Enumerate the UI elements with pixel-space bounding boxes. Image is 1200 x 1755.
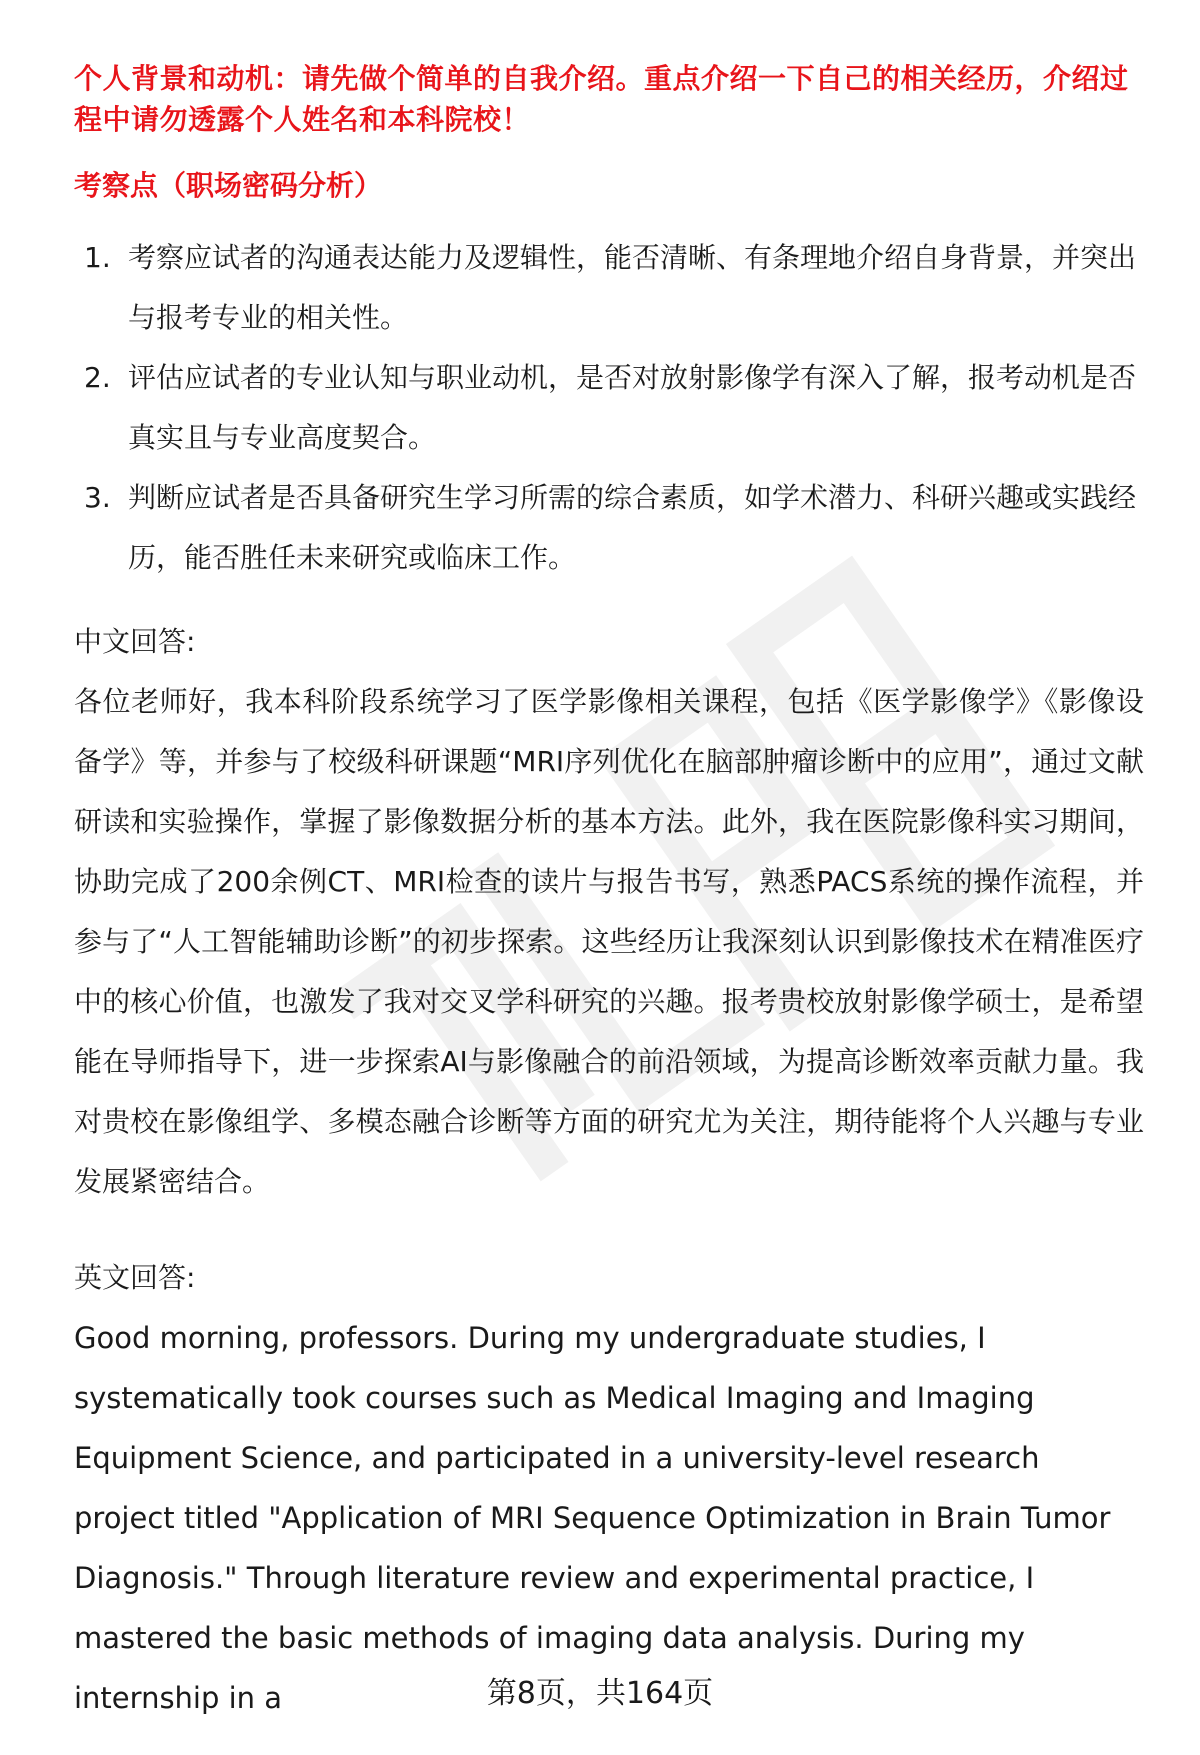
point-number: 1. bbox=[84, 241, 111, 274]
assessment-point bbox=[74, 228, 1144, 348]
chinese-answer-text: 各位老师好，我本科阶段系统学习了医学影像相关课程，包括《医学影像学》《影像设备学》等，并参与了校级科研课题“MRI序列优化在脑部肿瘤诊断中的应用”，通过文献研读和实验操作，掌握了影像数据分析的基本方法。此外，我在医院影像科实习期间，协助完成了200余例CT、MRI检查的读片与报告书写，熟悉PACS系统的操作流程，并参与了“人工智能辅助诊断”的初步探索。这些经历让我深刻认识到影像技术在精准医疗中的核心价值，也激发了我对交叉学科研究的兴趣。报考贵校放射影像学硕士，是希望能在导师指导下，进一步探索AI与影像融合的前沿领域，为提高诊断效率贡献力量。我对贵校在影像组学、多模态融合诊断等方面的研究尤为关注，期待能将个人兴趣与专业发展紧密结合。 bbox=[74, 685, 1144, 1198]
assessment-point bbox=[74, 468, 1144, 588]
point-text: 评估应试者的专业认知与职业动机，是否对放射影像学有深入了解，报考动机是否真实且与专业高度契合。 bbox=[128, 361, 1137, 454]
chinese-answer-label: 中文回答: bbox=[74, 625, 196, 658]
page-number-footer: 第8页，共164页 bbox=[486, 1676, 714, 1711]
english-answer-text: Good morning, professors. During my undergraduate studies, I systematically took courses such as Medical Imaging and Imaging Equipment Science, and participated in a university-level research project titled "Application of MRI Sequence Optimization in Brain Tumor Diagnosis." Through literature review and experimental practice, I mastered the basic methods of imaging data analysis. During my internship in a bbox=[74, 1321, 1111, 1715]
assessment-point bbox=[74, 348, 1144, 468]
point-text: 考察应试者的沟通表达能力及逻辑性，能否清晰、有条理地介绍自身背景，并突出与报考专业的相关性。 bbox=[128, 241, 1137, 334]
point-number: 2. bbox=[84, 361, 111, 394]
point-number: 3. bbox=[84, 481, 111, 514]
page-content bbox=[74, 58, 1144, 1728]
assessment-points-heading: 考察点（职场密码分析） bbox=[74, 169, 383, 202]
question-title: 个人背景和动机：请先做个简单的自我介绍。重点介绍一下自己的相关经历，介绍过程中请勿透露个人姓名和本科院校！ bbox=[74, 62, 1129, 136]
assessment-points-list bbox=[74, 228, 1144, 588]
point-text: 判断应试者是否具备研究生学习所需的综合素质，如学术潜力、科研兴趣或实践经历，能否胜任未来研究或临床工作。 bbox=[128, 481, 1137, 574]
english-answer-label: 英文回答: bbox=[74, 1261, 196, 1294]
